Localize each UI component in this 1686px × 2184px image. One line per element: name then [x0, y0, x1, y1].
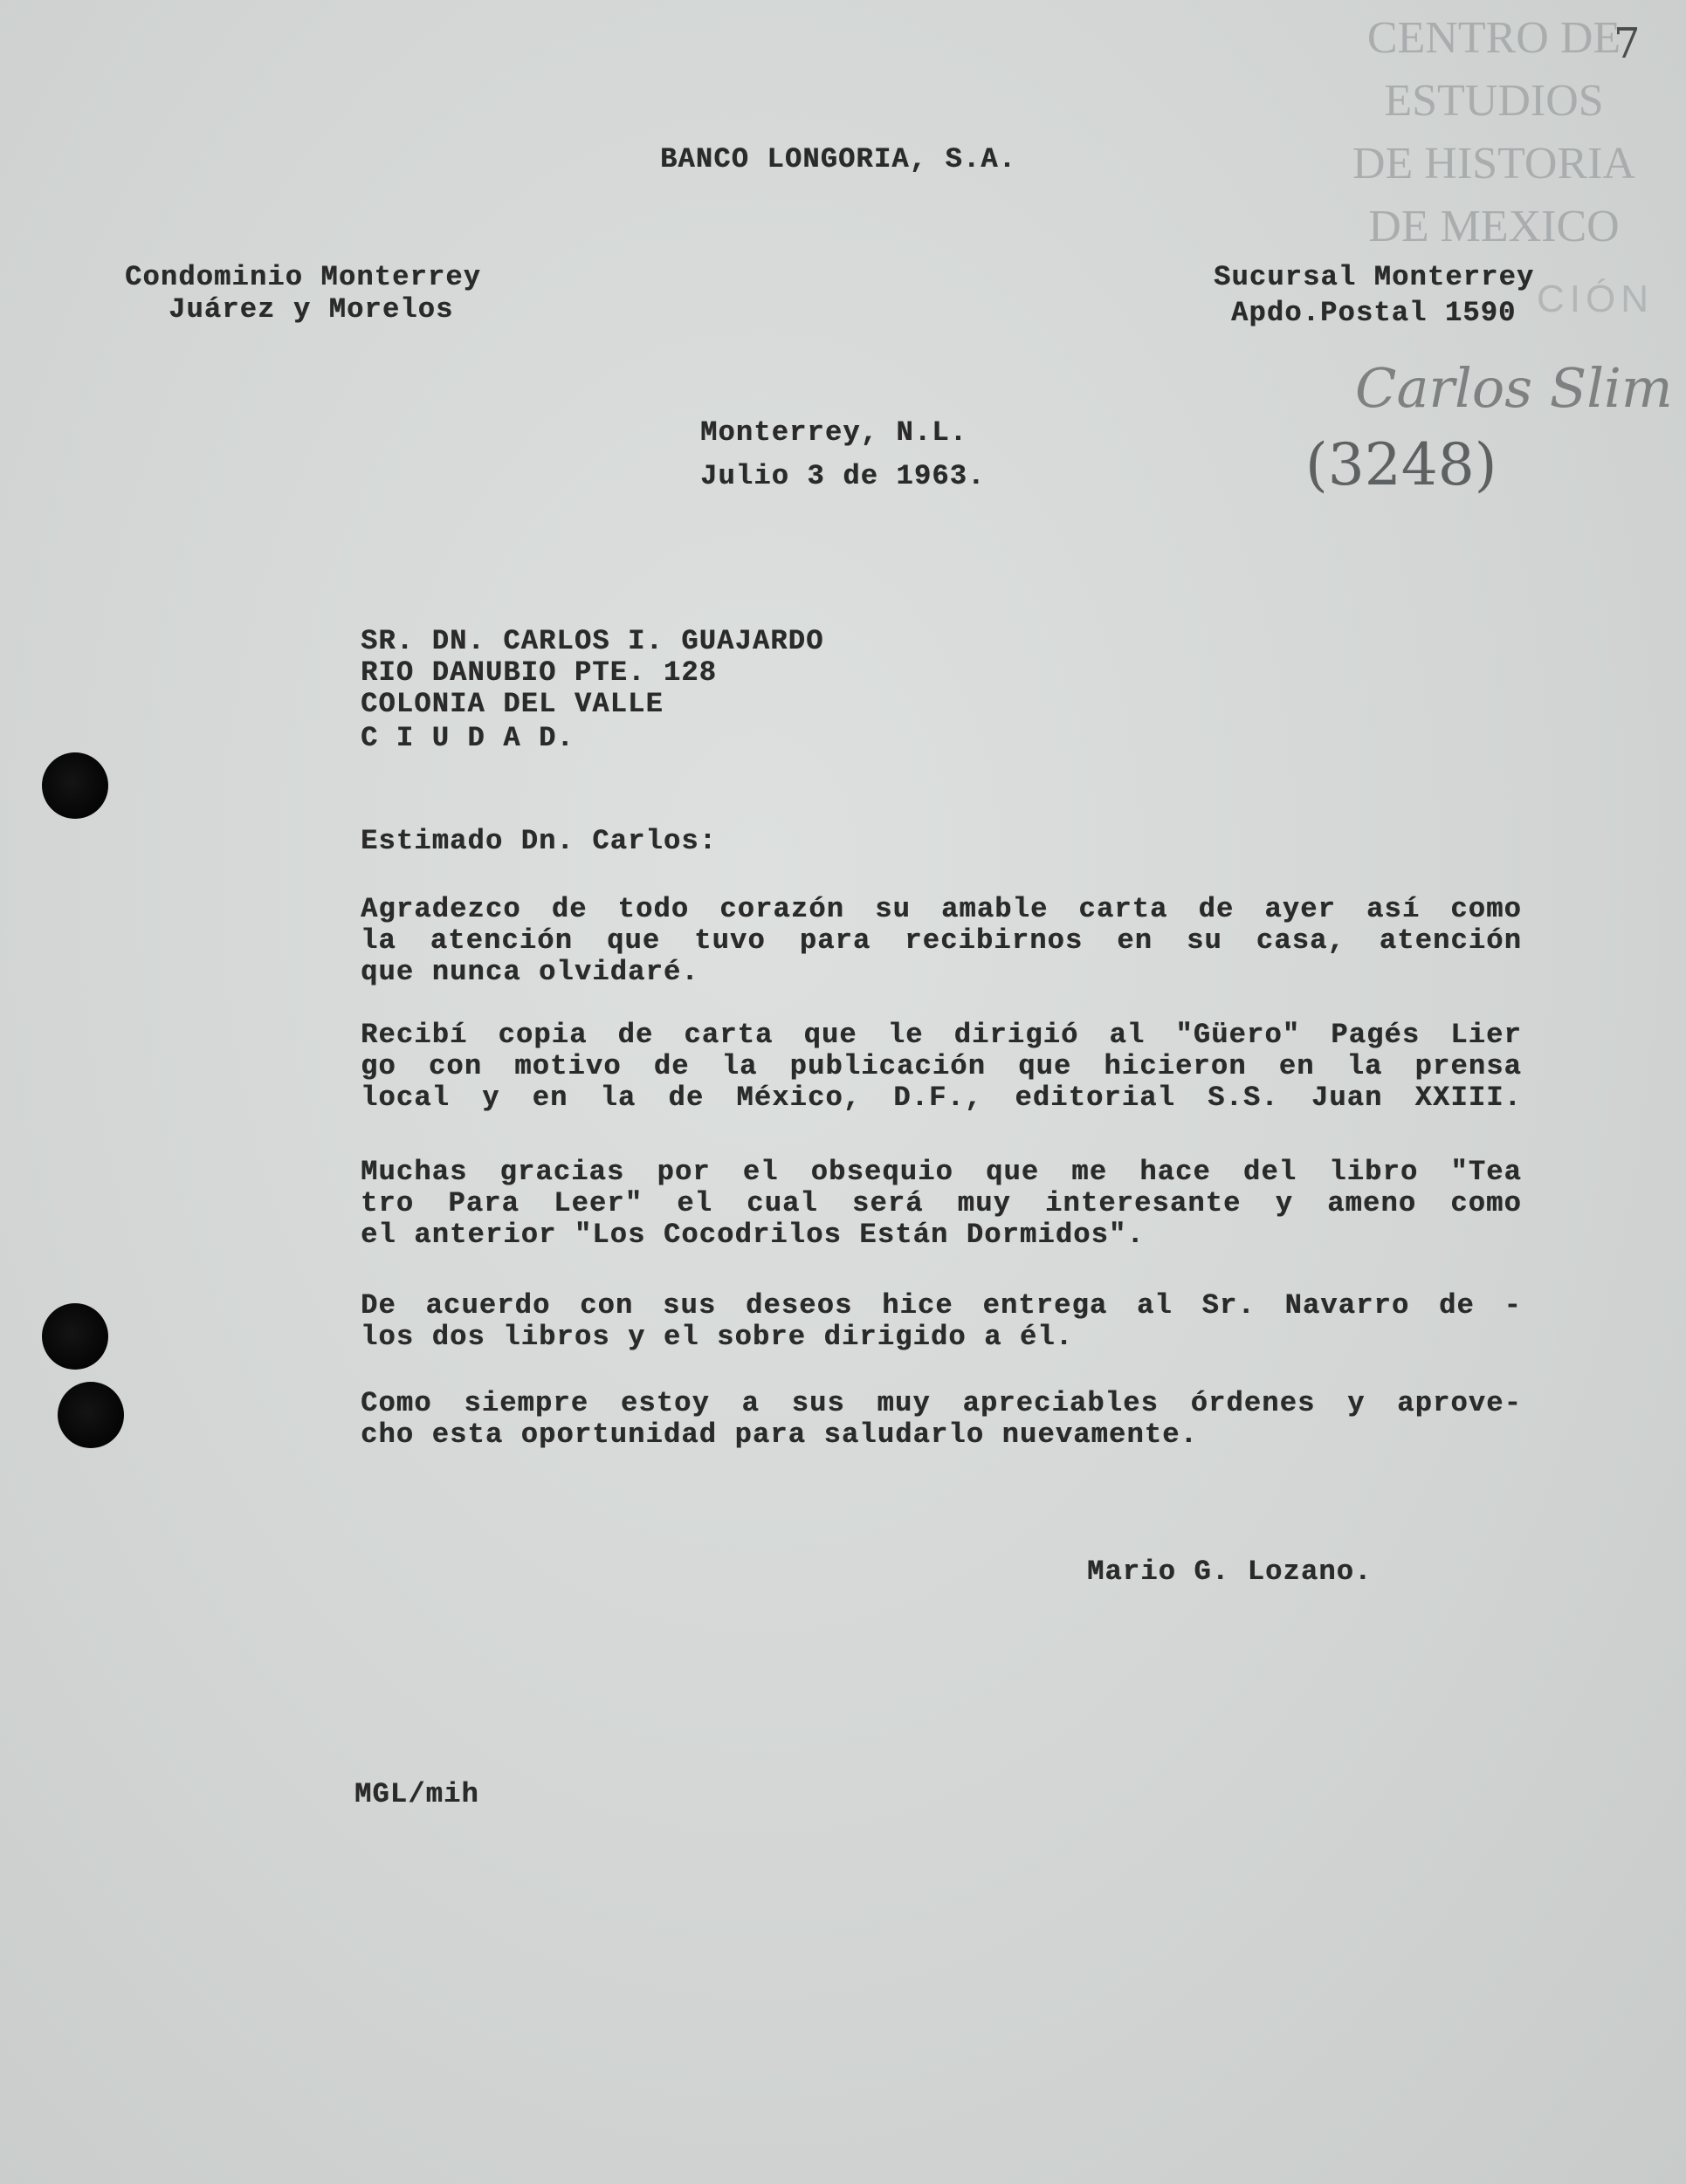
archive-stamp — [1337, 7, 1651, 258]
stamp-line: ESTUDIOS — [1384, 76, 1604, 126]
body-paragraph — [361, 1020, 1522, 1114]
body-paragraph — [361, 1290, 1522, 1353]
paragraph-line: el anterior "Los Cocodrilos Están Dormidos". — [361, 1219, 1145, 1251]
signature-name: Mario G. Lozano. — [1087, 1556, 1373, 1588]
stamp-line: DE HISTORIA — [1352, 139, 1636, 189]
paragraph-line: tro Para Leer" el cual será muy interesante y ameno como — [361, 1187, 1522, 1219]
paragraph-line: Muchas gracias por el obsequio que me hace del libro "Tea — [361, 1156, 1522, 1188]
recipient-name: SR. DN. CARLOS I. GUAJARDO — [361, 625, 824, 657]
typist-reference: MGL/mih — [354, 1778, 479, 1810]
paragraph-line: go con motivo de la publicación que hicieron en la prensa — [361, 1050, 1522, 1082]
paragraph-line: local y en la de México, D.F., editorial S.S. Juan XXIII. — [361, 1082, 1522, 1114]
letterhead-address-line: Condominio Monterrey — [125, 261, 482, 293]
bank-name: BANCO LONGORIA, S.A. — [660, 143, 1017, 175]
stamp-line: CENTRO DE — [1366, 13, 1621, 63]
dateline-date: Julio 3 de 1963. — [700, 460, 986, 492]
recipient-street: RIO DANUBIO PTE. 128 — [361, 656, 718, 689]
paragraph-line: los dos libros y el sobre dirigido a él. — [361, 1321, 1074, 1353]
punch-hole — [58, 1382, 124, 1448]
paragraph-line: cho esta oportunidad para saludarlo nuevamente. — [361, 1418, 1198, 1451]
stamp-partial-text: CIÓN — [1537, 278, 1654, 320]
handwritten-collection-note: Carlos Slim — [1355, 356, 1673, 420]
punch-hole — [42, 1303, 108, 1370]
paragraph-line: que nunca olvidaré. — [361, 956, 699, 988]
paragraph-line: De acuerdo con sus deseos hice entrega al Sr. Navarro de - — [361, 1289, 1522, 1322]
paragraph-line: Como siempre estoy a sus muy apreciables órdenes y aprove- — [361, 1387, 1522, 1419]
salutation: Estimado Dn. Carlos: — [361, 825, 718, 857]
handwritten-folio-number: (3248) — [1305, 431, 1497, 498]
body-paragraph — [361, 1157, 1522, 1251]
punch-hole — [42, 752, 108, 819]
letterhead-address-line: Juárez y Morelos — [169, 293, 454, 326]
paragraph-line: la atención que tuvo para recibirnos en su casa, atención — [361, 924, 1522, 957]
paragraph-line: Recibí copia de carta que le dirigió al "Güero" Pagés Lier — [361, 1019, 1522, 1051]
dateline-place: Monterrey, N.L. — [700, 416, 968, 449]
paragraph-line: Agradezco de todo corazón su amable carta de ayer así como — [361, 893, 1522, 925]
letterhead-branch-line: Sucursal Monterrey — [1214, 261, 1535, 293]
recipient-colony: COLONIA DEL VALLE — [361, 688, 664, 720]
body-paragraph — [361, 894, 1522, 988]
letterhead-branch-line: Apdo.Postal 1590 — [1231, 297, 1517, 329]
stamp-line: DE MEXICO — [1368, 202, 1620, 251]
body-paragraph — [361, 1388, 1522, 1451]
page-number: 7 — [1614, 19, 1641, 68]
recipient-city: C I U D A D. — [361, 722, 575, 754]
